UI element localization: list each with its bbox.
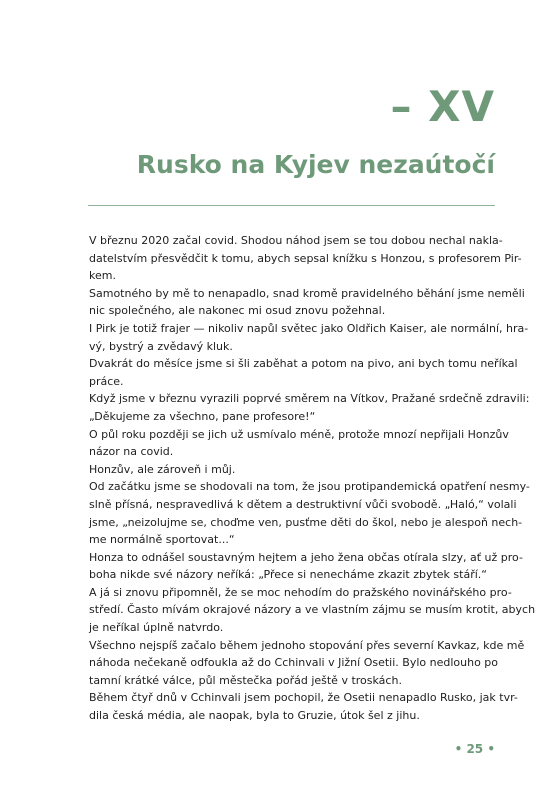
text-line: „Děkujeme za všechno, pane profesore!“ — [89, 409, 316, 423]
text-line: názor na covid. — [89, 445, 174, 459]
text-line: práce. — [89, 374, 124, 388]
text-line: Od začátku jsme se shodovali na tom, že jsou protipandemická opatření nesmy- — [89, 480, 530, 494]
text-line: je neříkal úplně natvrdo. — [89, 621, 224, 635]
text-line: Když jsme v březnu vyrazili poprvé směrem na Vítkov, Pražané srdečně zdravili: — [89, 392, 530, 406]
title-rule — [88, 205, 495, 206]
text-line: středí. Často mívám okrajové názory a ve vlastním zájmu se musím krotit, abych — [89, 603, 536, 617]
text-line: me normálně sportovat...“ — [89, 533, 235, 547]
text-line: kem. — [89, 269, 116, 283]
text-line: Honza to odnášel soustavným hejtem a jeho žena občas otírala slzy, ať už pro- — [89, 550, 523, 564]
page-number: • 25 • — [454, 742, 495, 756]
text-line: jsme, „neizolujme se, choďme ven, pusťme děti do škol, nebo je alespoň nech- — [89, 515, 523, 529]
text-line: slně přísná, nespravedlivá k dětem a destruktivní vůči svobodě. „Haló,“ volali — [89, 497, 517, 511]
text-line: Během čtyř dnů v Cchinvali jsem pochopil, že Osetii nenapadlo Rusko, jak tvr- — [89, 691, 518, 705]
text-line: I Pirk je totiž frajer — nikoliv napůl světec jako Oldřich Kaiser, ale normální, hra- — [89, 321, 529, 335]
text-line: náhoda nečekaně odfoukla až do Cchinvali v Jižní Osetii. Bylo nedlouho po — [89, 656, 499, 670]
text-line: V březnu 2020 začal covid. Shodou náhod jsem se tou dobou nechal nakla- — [89, 234, 503, 247]
text-line: datelstvím přesvědčit k tomu, abych sepsal knížku s Honzou, s profesorem Pir- — [89, 251, 522, 265]
text-line: Dvakrát do měsíce jsme si šli zaběhat a potom na pivo, ani bych tomu neříkal — [89, 357, 518, 371]
text-line: Samotného by mě to nenapadlo, snad kromě pravidelného běhání jsme neměli — [89, 286, 525, 300]
text-line: Honzův, ale zároveň i můj. — [89, 462, 236, 476]
text-line: O půl roku později se jich už usmívalo méně, protože mnozí nepřijali Honzův — [89, 427, 509, 441]
text-line: vý, bystrý a zvědavý kluk. — [89, 339, 233, 353]
text-line: nic společného, ale nakonec mi osud znovu požehnal. — [89, 304, 386, 318]
text-line: A já si znovu připomněl, že se moc nehodím do pražského novinářského pro- — [89, 585, 512, 599]
chapter-title: Rusko na Kyjev nezaútočí — [136, 150, 495, 179]
text-line: dila česká média, ale naopak, byla to Gruzie, útok šel z jihu. — [89, 709, 420, 723]
text-line: tamní krátké válce, půl městečka pořád ještě v troskách. — [89, 673, 402, 687]
body-text — [89, 232, 536, 725]
chapter-number: – XV — [390, 82, 495, 131]
text-line: Všechno nejspíš začalo během jednoho stopování přes severní Kavkaz, kde mě — [89, 638, 525, 652]
text-line: boha nikde své názory neříká: „Přece si nenecháme zkazit zbytek stáří.“ — [89, 568, 487, 582]
